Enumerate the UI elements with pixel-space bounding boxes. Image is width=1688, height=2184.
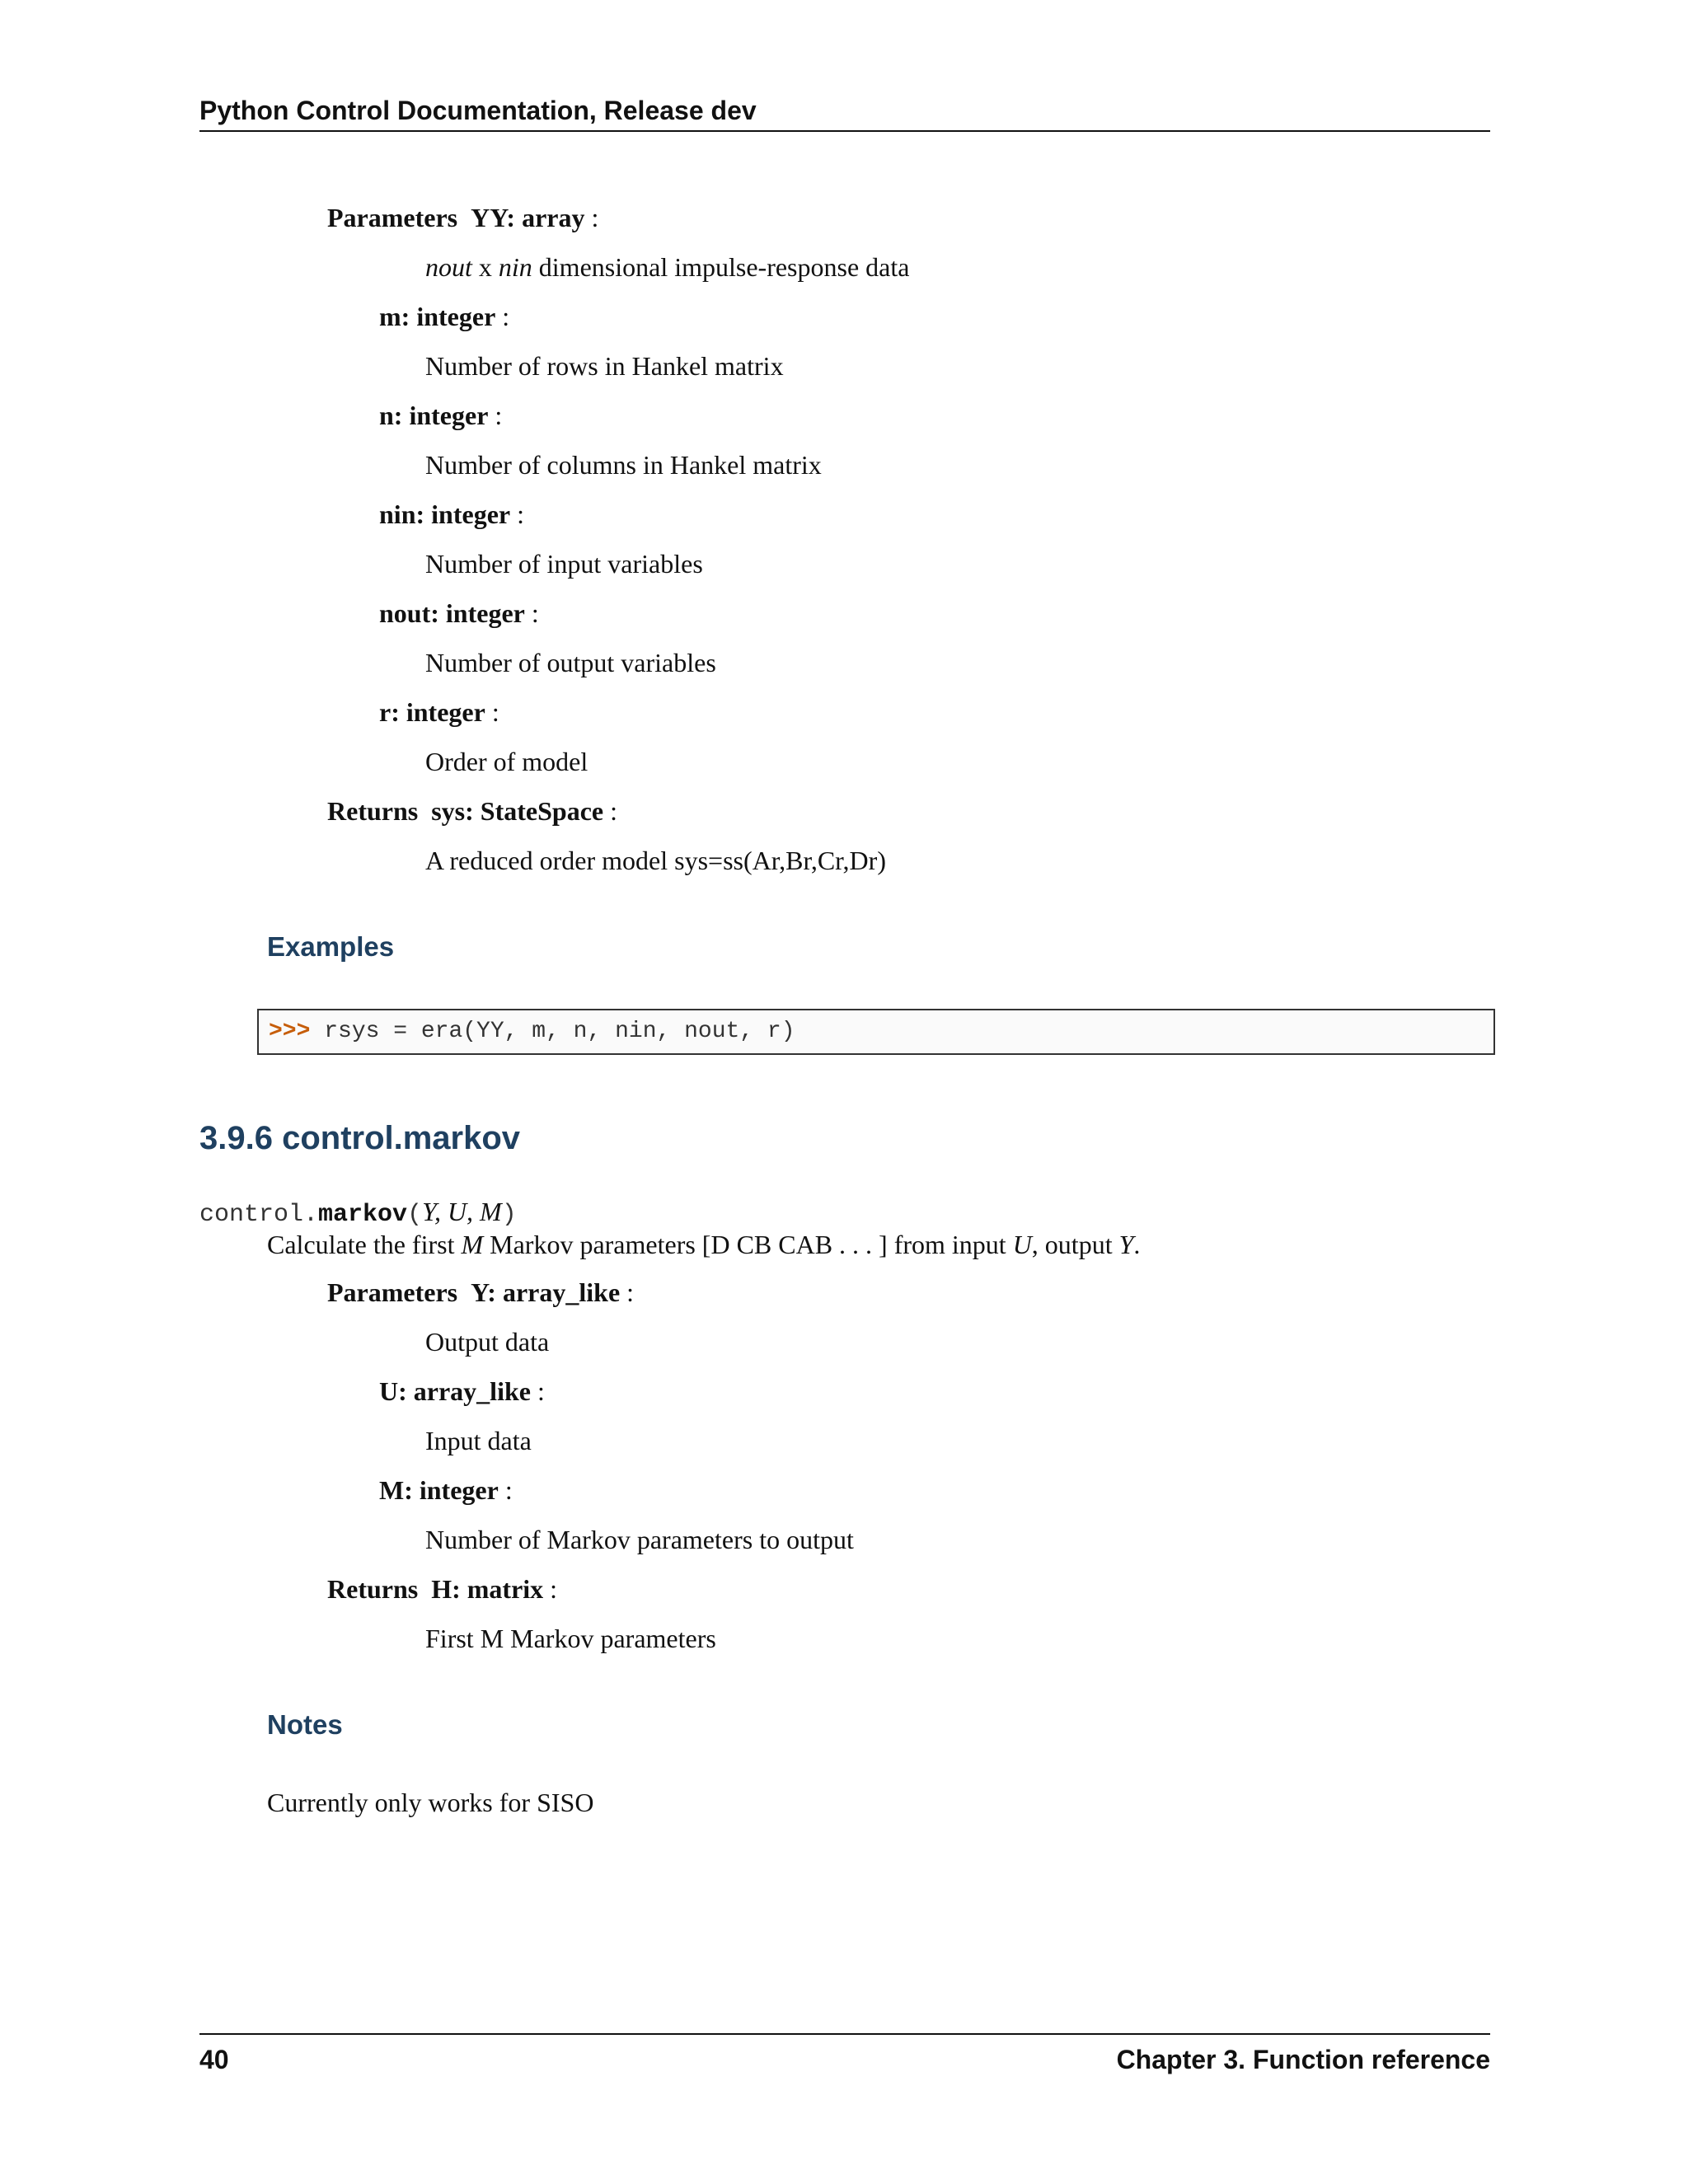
markov-params-row-y: Parameters Y: array_like : (327, 1277, 635, 1307)
chapter-title: Chapter 3. Function reference (1116, 2045, 1490, 2074)
notes-text: Currently only works for SISO (267, 1788, 594, 1817)
returns-desc: A reduced order model sys=ss(Ar,Br,Cr,Dr) (425, 846, 886, 875)
param-desc: Input data (425, 1426, 532, 1455)
param-desc: Number of output variables (425, 648, 716, 677)
code-example-block (257, 1009, 1495, 1055)
param-desc: Number of rows in Hankel matrix (425, 351, 784, 381)
page-number: 40 (199, 2045, 229, 2074)
param-desc: Number of columns in Hankel matrix (425, 450, 822, 480)
returns-label: Returns (327, 1574, 419, 1604)
param-desc: Order of model (425, 747, 588, 776)
param-name-row: nout: integer : (379, 598, 539, 628)
params-label: Parameters (327, 203, 458, 232)
param-desc: Number of input variables (425, 549, 703, 579)
param-name: YY: array (471, 203, 585, 232)
era-returns-row: Returns sys: StateSpace : (327, 796, 617, 826)
param-desc: nout x nin dimensional impulse-response data (425, 252, 910, 282)
param-name-row: nin: integer : (379, 499, 524, 529)
param-desc: Number of Markov parameters to output (425, 1525, 854, 1554)
notes-heading: Notes (267, 1709, 343, 1740)
section-heading[interactable]: 3.9.6 control.markov (199, 1120, 521, 1156)
running-header: Python Control Documentation, Release dev (199, 92, 1490, 132)
param-name-row: n: integer : (379, 401, 503, 430)
markov-returns-row: Returns H: matrix : (327, 1574, 558, 1604)
era-params-row-yy: Parameters YY: array : (327, 203, 599, 232)
function-signature: control.markov(Y, U, M) (199, 1197, 517, 1229)
page-footer (199, 2033, 1490, 2078)
param-name-row: m: integer : (379, 302, 510, 331)
examples-heading: Examples (267, 931, 395, 962)
code-prompt: >>> (269, 1019, 311, 1044)
param-name-row: r: integer : (379, 697, 499, 727)
param-name-row: M: integer : (379, 1475, 513, 1505)
param-name-row: U: array_like : (379, 1376, 545, 1406)
returns-label: Returns (327, 796, 419, 826)
function-summary: Calculate the first M Markov parameters [D CB CAB . . . ] from input U, output Y. (267, 1230, 1141, 1259)
code-text: rsys = era(YY, m, n, nin, nout, r) (310, 1019, 795, 1044)
params-label: Parameters (327, 1277, 458, 1307)
param-desc: Output data (425, 1327, 550, 1357)
returns-desc: First M Markov parameters (425, 1624, 716, 1653)
